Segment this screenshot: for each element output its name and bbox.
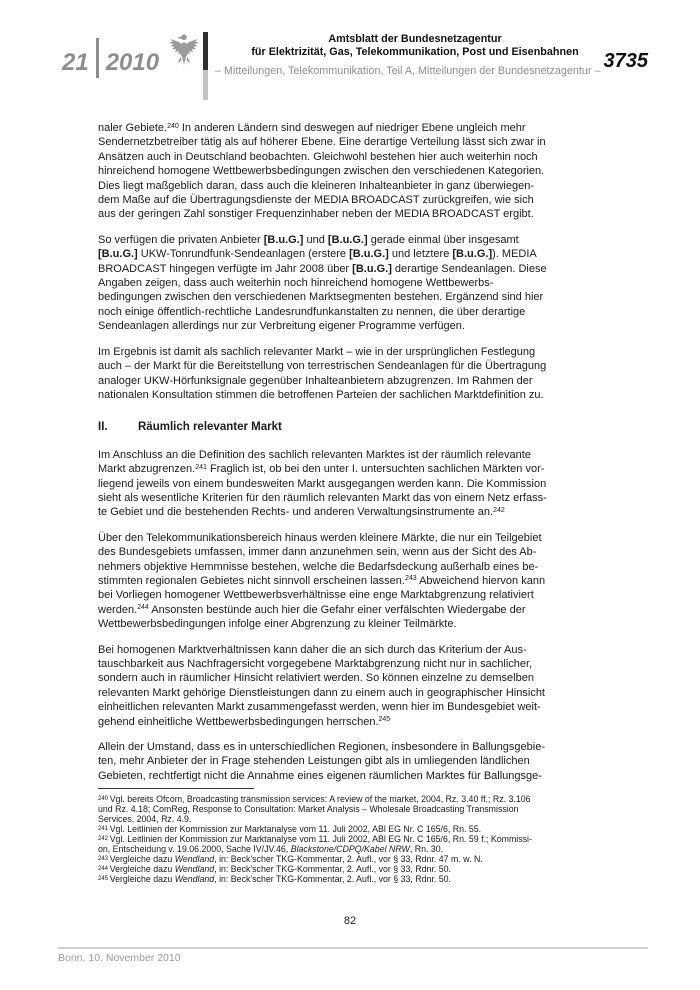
section-number: II.: [98, 421, 108, 434]
issue-year: 2010: [105, 49, 160, 76]
issue-number: 21: [62, 49, 89, 76]
footnotes-section: [98, 788, 624, 884]
body-content: [98, 121, 624, 794]
paragraph: Bei homogenen Marktverhältnissen kann daher die an sich durch das Kriterium der Aus- tauschbarkeit aus Nachfragersicht vorgegebene Marktabgrenzung nicht nur in sachlicher, sondern auch in räumlicher Hinsicht relativiert werden. So können einzelne zu demselben relevanten Markt gehörige Dienstleistungen dann zu einem auch in geographischer Hinsicht einheitlichen relevanten Markt zusammengefasst werden, wenn hier im Bundesgebiet weit- gehend einheitliche Wettbewerbsbedingungen herrschen.$^{245}$: [98, 643, 545, 728]
paragraph: Im Anschluss an die Definition des sachlich relevanten Marktes ist der räumlich relevante Markt abzugrenzen.$^{241}$ Fraglich ist, ob bei den unter I. untersuchten sachlichen Märkten vor- liegend jeweils von einem bundesweiten Markt ausgegangen werden kann. Die Kommission sieht als wesentliche Kriterien für den räumlich relevanten Markt das von einem Netz erfass- te Gebiet und die bestehenden Rechts- und anderen Verwaltungsinstrumente an.$^{242}$: [98, 448, 547, 519]
issue-divider: [96, 38, 99, 78]
masthead-title-line1: Amtsblatt der Bundesnetzagentur: [328, 33, 502, 45]
header-divider-bar: [203, 32, 208, 100]
header-divider-light-segment: [203, 70, 208, 100]
footnote: $^{240}$ Vgl. bereits Ofcom, Broadcasting transmission services: A review of the market, 2004, Rz. 3.40 ff.; Rz. 3.106 und Rz. 4.18; ComReg, Response to Consultation: Market Analysis – Wholesale Broadcasting Transmission Services, 2004, Rz. 4.9.: [98, 794, 531, 824]
section-heading: [98, 420, 624, 434]
masthead-subtitle: – Mitteilungen, Telekommunikation, Teil A, Mitteilungen der Bundesnetzagentur –: [215, 65, 601, 77]
footnote-separator: [98, 788, 254, 789]
paragraph: naler Gebiete.$^{240}$ In anderen Ländern sind deswegen auf niedriger Ebene ungleich mehr Sendernetzbetreiber tätig als auf höherer Ebene. Eine derartige Verteilung lässt sich zwar in Ansätzen auch in Deutschland beobachten. Gleichwohl bestehen hier auch weiterhin noch hinreichend homogene Wettbewerbsbedingungen zwischen den verschiedenen Kategorien. Dies liegt maßgeblich daran, dass auch die kleineren Inhalteanbieter in ganz überwiegen- dem Maße auf die Übertragungsdienste der MEDIA BROADCAST zurückgreifen, wie sich aus der geringen Zahl sonstiger Frequenzinhaber neben der MEDIA BROADCAST ergibt.: [98, 122, 546, 221]
paragraph: Im Ergebnis ist damit als sachlich relevanter Markt – wie in der ursprünglichen Festlegung auch – der Markt für die Bereitstellung von terrestrischen Sendeanlagen für die Übertragung analoger UKW-Hörfunksignale gegenüber Inhalteanbietern abzugrenzen. Im Rahmen der nationalen Konsultation stimmen die betroffenen Parteien der sachlichen Marktdefinition zu.: [98, 345, 547, 401]
footnote: $^{241}$ Vgl. Leitlinien der Kommission zur Marktanalyse vom 11. Juli 2002, ABl EG Nr. C 165/6, Rn. 55.: [98, 824, 482, 834]
paragraph: Allein der Umstand, dass es in unterschiedlichen Regionen, insbesondere in Ballungsgebie- ten, mehr Anbieter der in Frage stehenden Leistungen gibt als in umliegenden ländlichen Gebieten, rechtfertigt nicht die Annahme eines eigenen räumlichen Marktes für Ballungsge-: [98, 741, 545, 782]
footer-dateline: Bonn, 10. November 2010: [58, 952, 181, 964]
header-divider-dark-segment: [203, 32, 208, 70]
footnote: $^{242}$ Vgl. Leitlinien der Kommission zur Marktanalyse vom 11. Juli 2002, ABl EG Nr. C 165/6, Rn. 59 f.; Kommissi- on, Entscheidung v. 19.06.2000, Sache IV/JV.46, Blackstone/CDPQ/Kabel NRW, Rn. 30.: [98, 834, 532, 854]
paragraph: Über den Telekommunikationsbereich hinaus werden kleinere Märkte, die nur ein Teilgebiet des Bundesgebiets umfassen, immer dann anzunehmen sein, wenn aus der Sicht des Ab- nehmers objektive Hemmnisse bestehen, welche die Bedarfsdeckung außerhalb eines be- stimmten regionalen Gebietes nicht sinnvoll erscheinen lassen.$^{243}$ Abweichend hiervon kann bei Vorliegen homogener Wettbewerbsverhältnisse eine enge Marktabgrenzung relativiert werden.$^{244}$ Ansonsten bestünde auch hier die Gefahr einer verfälschten Wiedergabe der Wettbewerbsbedingungen infolge einer Abgrenzung zu kleiner Teilmärkte.: [98, 531, 546, 631]
page-number: 82: [343, 915, 357, 927]
issue-label: [62, 38, 159, 75]
footnote: $^{243}$ Vergleiche dazu Wendland, in: Beck’scher TKG-Kommentar, 2. Aufl., vor § 33, Rdnr. 47 m. w. N.: [98, 854, 483, 864]
paragraph: So verfügen die privaten Anbieter [B.u.G.] und [B.u.G.] gerade einmal über insgesamt [B.u.G.] UKW-Tonrundfunk-Sendeanlagen (erstere [B.u.G.] und letztere [B.u.G.]). MEDIA BROADCAST hingegen verfügte im Jahr 2008 über [B.u.G.] derartige Sendeanlagen. Diese Angaben zeigen, dass auch weiterhin noch hinreichend homogene Wettbewerbs- bedingungen zwischen den verschiedenen Marktsegmenten bestehen. Ergänzend sind hier noch einige öffentlich-rechtliche Landesrundfunkanstalten zu nennen, die über derartige Sendeanlagen allerdings nur zur Verbreitung eigener Programme verfügen.: [98, 233, 547, 333]
footnote: $^{245}$ Vergleiche dazu Wendland, in: Beck’scher TKG-Kommentar, 2. Aufl., vor § 33, Rdnr. 50.: [98, 874, 451, 884]
gazette-page-ref: 3735: [603, 50, 648, 72]
masthead-title-line2: für Elektrizität, Gas, Telekommunikation, Post und Eisenbahnen: [251, 46, 579, 58]
masthead: [215, 33, 615, 78]
footnote: $^{244}$ Vergleiche dazu Wendland, in: Beck’scher TKG-Kommentar, 2. Aufl., vor § 33, Rdnr. 50.: [98, 864, 451, 874]
section-title: Räumlich relevanter Markt: [138, 421, 282, 434]
footnote-list: [98, 794, 624, 884]
footer-rule: [58, 947, 648, 949]
federal-eagle-icon: [169, 31, 199, 72]
paragraphs-before-heading: [98, 121, 624, 402]
paragraphs-after-heading: [98, 448, 624, 784]
